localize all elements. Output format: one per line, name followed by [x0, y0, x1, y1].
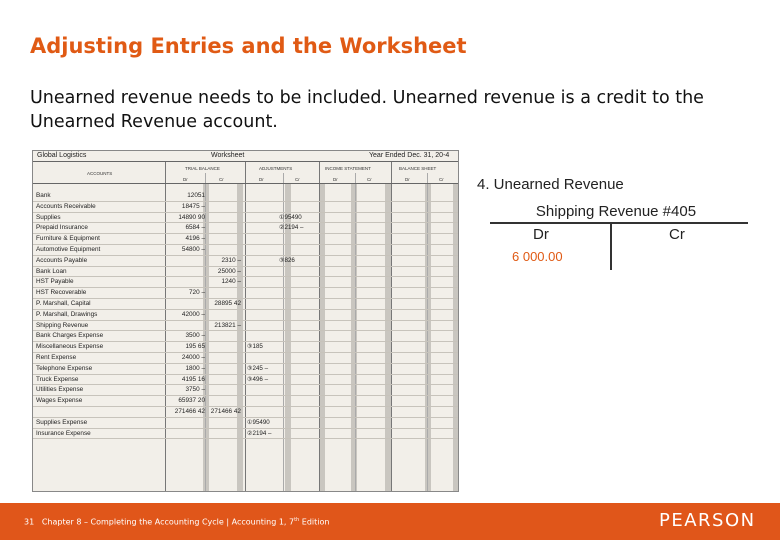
- col-is-cr: Cr: [367, 177, 372, 182]
- adj-dr-cell: ③245 –: [247, 364, 269, 372]
- col-accounts: ACCOUNTS: [87, 171, 113, 176]
- col-tb-cr: Cr: [219, 177, 224, 182]
- worksheet-row: [33, 310, 459, 321]
- tb-dr-cell: 42000 –: [181, 310, 205, 318]
- adj-dr-cell: ③185: [247, 343, 263, 351]
- tb-cr-cell: 213821 –: [214, 321, 241, 329]
- account-cell: HST Payable: [36, 278, 74, 286]
- adj-dr-cell: ②2194 –: [247, 429, 272, 437]
- tb-dr-cell: 65937 20: [178, 397, 205, 405]
- tb-dr-cell: 18475 –: [181, 202, 205, 210]
- tb-dr-cell: 3750 –: [185, 386, 205, 394]
- col-tb-dr: Dr: [183, 177, 188, 182]
- tb-dr-cell: 54800 –: [181, 245, 205, 253]
- account-cell: Prepaid Insurance: [36, 224, 88, 232]
- footer-text: [24, 517, 329, 527]
- col-adjustments: ADJUSTMENTS: [259, 166, 293, 171]
- account-cell: Accounts Receivable: [36, 202, 96, 210]
- taccount-debit-amount: 6 000.00: [512, 249, 563, 264]
- worksheet-rows: [33, 191, 459, 439]
- slide-title: Adjusting Entries and the Worksheet: [30, 34, 467, 58]
- worksheet-period: Year Ended Dec. 31, 20-4: [369, 152, 450, 159]
- tb-dr-cell: 4196 –: [185, 235, 205, 243]
- worksheet-row: [33, 321, 459, 332]
- account-cell: P. Marshall, Drawings: [36, 310, 98, 318]
- worksheet-row: [33, 364, 459, 375]
- tb-cr-cell: 25000 –: [217, 267, 241, 275]
- worksheet-doc: Worksheet: [211, 152, 245, 159]
- worksheet-row: [33, 407, 459, 418]
- account-cell: Bank Loan: [36, 267, 67, 275]
- worksheet-row: [33, 288, 459, 299]
- worksheet-row: [33, 342, 459, 353]
- tb-dr-cell: 271466 42: [174, 407, 205, 415]
- footer-edition: Edition: [299, 517, 330, 527]
- account-cell: P. Marshall, Capital: [36, 299, 91, 307]
- tb-dr-cell: 720 –: [189, 289, 205, 297]
- worksheet-row: [33, 418, 459, 429]
- taccount-vertical-line: [610, 222, 612, 270]
- account-cell: Bank Charges Expense: [36, 332, 104, 340]
- account-cell: Insurance Expense: [36, 429, 91, 437]
- tb-dr-cell: 3500 –: [185, 332, 205, 340]
- col-trial-balance: TRIAL BALANCE: [185, 166, 220, 171]
- account-cell: Bank: [36, 192, 51, 199]
- account-cell: Telephone Expense: [36, 364, 93, 372]
- adj-dr-cell: ③496 –: [247, 375, 269, 383]
- taccount-heading: 4. Unearned Revenue: [477, 176, 624, 193]
- tb-cr-cell: 1240 –: [221, 278, 241, 286]
- account-cell: Rent Expense: [36, 353, 77, 361]
- account-cell: Automotive Equipment: [36, 245, 101, 253]
- tb-dr-cell: 1800 –: [185, 364, 205, 372]
- worksheet-row: [33, 299, 459, 310]
- account-cell: Utilities Expense: [36, 386, 84, 394]
- worksheet-row: [33, 429, 459, 440]
- taccount-cr-label: Cr: [669, 226, 685, 243]
- worksheet-row: [33, 256, 459, 267]
- account-cell: Wages Expense: [36, 397, 83, 405]
- slide-body-text: Unearned revenue needs to be included. Unearned revenue is a credit to the Unearned Revenue account.: [30, 88, 704, 132]
- worksheet-row: [33, 267, 459, 278]
- worksheet-row: [33, 353, 459, 364]
- adj-cr-cell: ②2194 –: [279, 224, 304, 232]
- taccount-name: Shipping Revenue #405: [535, 203, 697, 220]
- footer-bar: [0, 503, 780, 540]
- tb-cr-cell: 2310 –: [221, 256, 241, 264]
- worksheet-row: [33, 213, 459, 224]
- col-bs-cr: Cr: [439, 177, 444, 182]
- col-bs-dr: Dr: [405, 177, 410, 182]
- footer-chapter: Chapter 8 – Completing the Accounting Cycle | Accounting 1, 7: [41, 517, 295, 527]
- adj-cr-cell: ③826: [279, 256, 295, 264]
- account-cell: Accounts Payable: [36, 256, 88, 264]
- worksheet-row: [33, 223, 459, 234]
- account-cell: Supplies: [36, 213, 61, 221]
- worksheet-row: [33, 234, 459, 245]
- worksheet-row: [33, 331, 459, 342]
- worksheet-header: [33, 151, 459, 162]
- account-cell: HST Recoverable: [36, 289, 87, 297]
- worksheet-image: [32, 150, 459, 492]
- worksheet-row: [33, 277, 459, 288]
- tb-dr-cell: 195 65: [185, 343, 205, 351]
- adj-cr-cell: ①95490: [279, 213, 302, 221]
- account-cell: Supplies Expense: [36, 418, 88, 426]
- taccount-dr-label: Dr: [533, 226, 549, 243]
- col-adj-cr: Cr: [295, 177, 300, 182]
- tb-dr-cell: 4195 16: [181, 375, 205, 383]
- tb-dr-cell: 12051: [187, 192, 205, 199]
- worksheet-row: [33, 245, 459, 256]
- account-cell: Truck Expense: [36, 375, 79, 383]
- adj-dr-cell: ①95490: [247, 418, 270, 426]
- worksheet-row: [33, 396, 459, 407]
- worksheet-row: [33, 191, 459, 202]
- taccount-horizontal-line: [490, 222, 748, 224]
- account-cell: Miscellaneous Expense: [36, 343, 104, 351]
- worksheet-company: Global Logistics: [37, 152, 87, 159]
- worksheet-row: [33, 202, 459, 213]
- pearson-logo: PEARSON: [659, 510, 756, 531]
- col-balance-sheet: BALANCE SHEET: [399, 166, 437, 171]
- tb-dr-cell: 6584 –: [185, 224, 205, 232]
- worksheet-row: [33, 385, 459, 396]
- tb-cr-cell: 271466 42: [210, 407, 241, 415]
- col-income-statement: INCOME STATEMENT: [325, 166, 371, 171]
- worksheet-column-headers: [33, 162, 459, 184]
- account-cell: Shipping Revenue: [36, 321, 89, 329]
- page-number: 31: [24, 517, 35, 527]
- tb-cr-cell: 28895 42: [214, 299, 241, 307]
- worksheet-row: [33, 375, 459, 386]
- col-is-dr: Dr: [333, 177, 338, 182]
- footer-superscript: th: [294, 517, 300, 523]
- tb-dr-cell: 24000 –: [181, 353, 205, 361]
- tb-dr-cell: 14890 90: [178, 213, 205, 221]
- col-adj-dr: Dr: [259, 177, 264, 182]
- account-cell: Furniture & Equipment: [36, 235, 100, 243]
